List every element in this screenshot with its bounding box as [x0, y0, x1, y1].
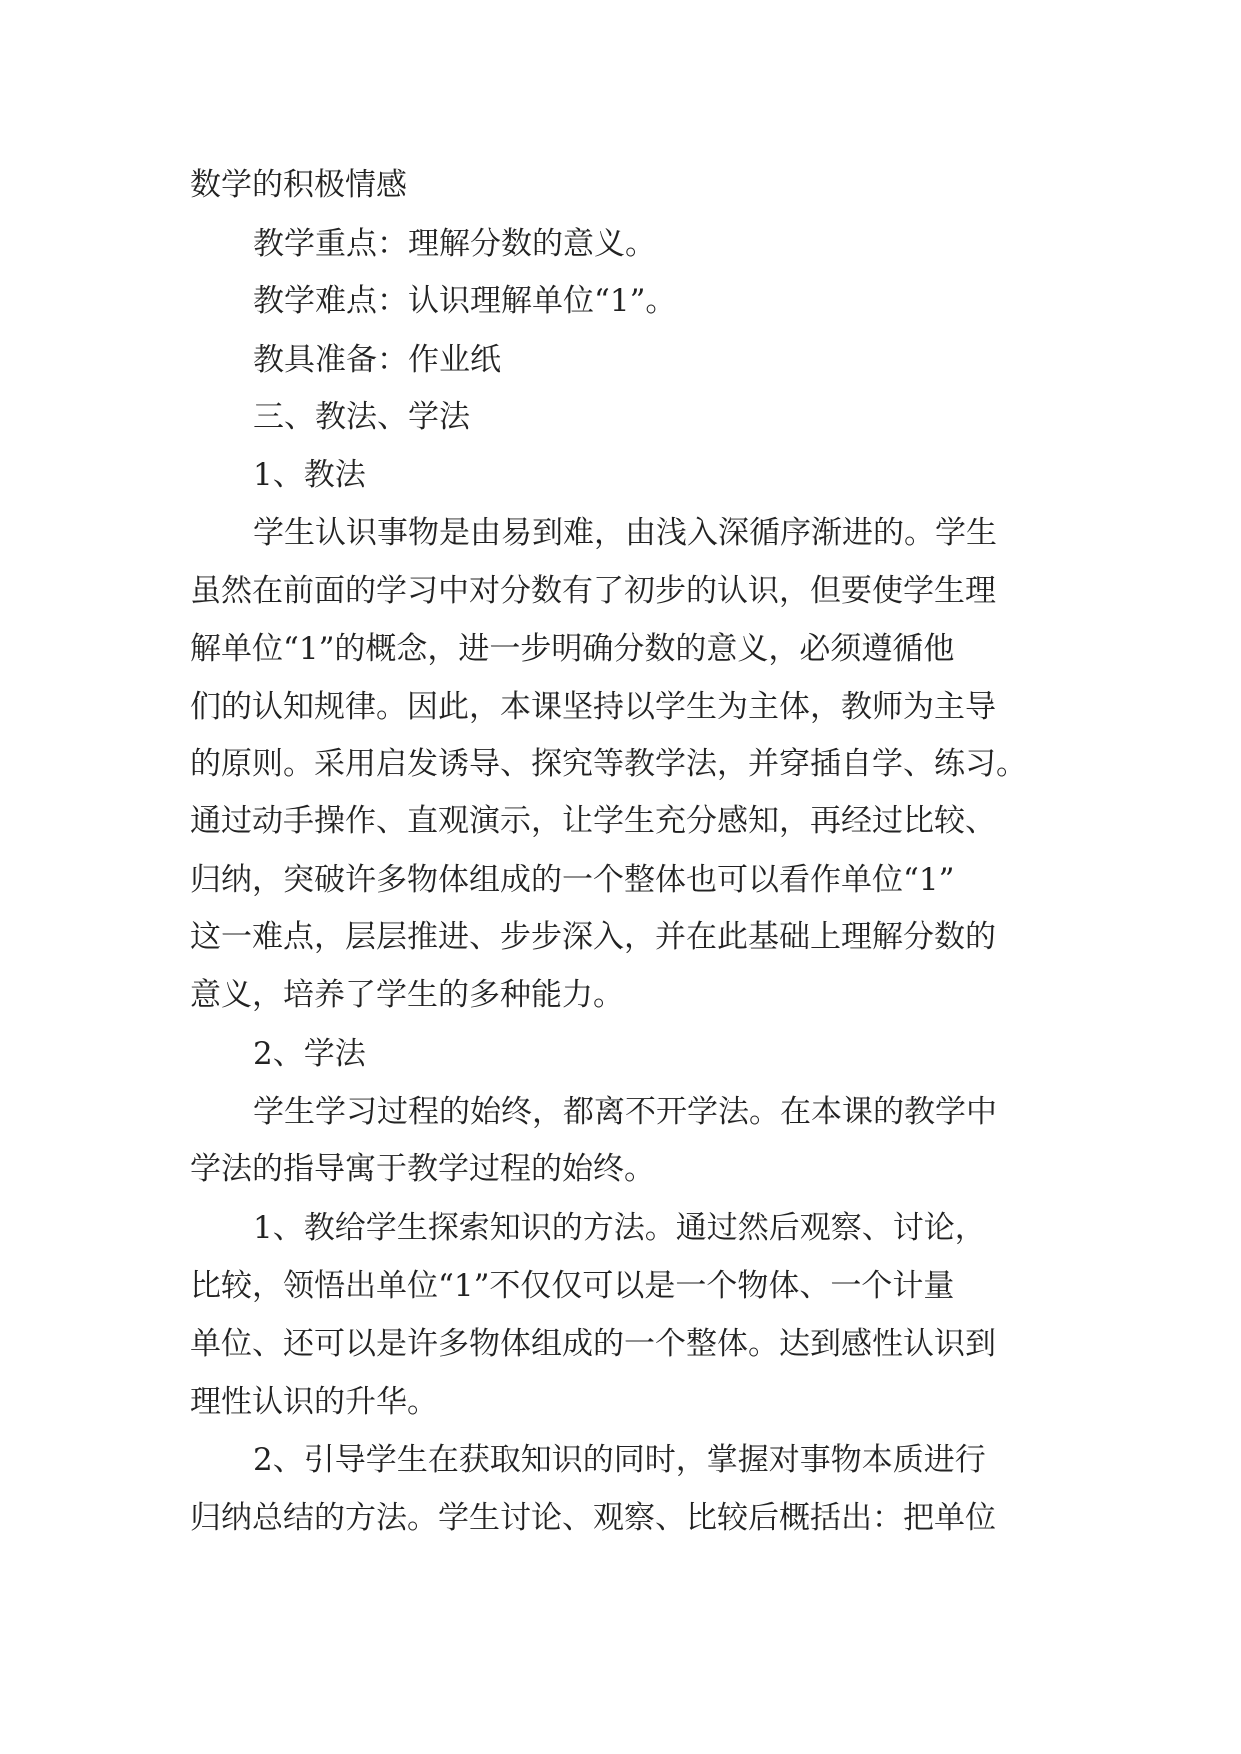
text-line: 的原则。采用启发诱导、探究等教学法，并穿插自学、练习。: [190, 746, 1027, 782]
text-line: 通过动手操作、直观演示，让学生充分感知，再经过比较、: [190, 803, 996, 839]
subsection-heading: 2、学法: [253, 1036, 366, 1072]
text-line: 们的认知规律。因此，本课坚持以学生为主体，教师为主导: [190, 689, 996, 725]
text-line: 数学的积极情感: [190, 167, 407, 203]
text-line: 学生认识事物是由易到难，由浅入深循序渐进的。学生: [253, 515, 997, 551]
text-line: 教学难点：认识理解单位“1”。: [253, 283, 677, 319]
text-line: 归纳总结的方法。学生讨论、观察、比较后概括出：把单位: [190, 1500, 996, 1536]
text-line: 学法的指导寓于教学过程的始终。: [190, 1151, 655, 1187]
text-line: 解单位“1”的概念，进一步明确分数的意义，必须遵循他: [190, 631, 955, 667]
text-line: 教学重点：理解分数的意义。: [253, 226, 656, 262]
text-line: 意义，培养了学生的多种能力。: [190, 977, 624, 1013]
text-line: 教具准备：作业纸: [253, 342, 501, 378]
text-line: 虽然在前面的学习中对分数有了初步的认识，但要使学生理: [190, 573, 996, 609]
text-line: 1、教给学生探索知识的方法。通过然后观察、讨论，: [253, 1210, 986, 1246]
text-line: 比较，领悟出单位“1”不仅仅可以是一个物体、一个计量: [190, 1268, 955, 1304]
text-line: 学生学习过程的始终，都离不开学法。在本课的教学中: [253, 1094, 997, 1130]
subsection-heading: 1、教法: [253, 457, 366, 493]
text-line: 理性认识的升华。: [190, 1384, 438, 1420]
text-line: 单位、还可以是许多物体组成的一个整体。达到感性认识到: [190, 1326, 996, 1362]
text-line: 2、引导学生在获取知识的同时，掌握对事物本质进行: [253, 1442, 986, 1478]
text-line: 这一难点，层层推进、步步深入，并在此基础上理解分数的: [190, 919, 996, 955]
text-line: 归纳，突破许多物体组成的一个整体也可以看作单位“1”: [190, 862, 955, 898]
section-heading: 三、教法、学法: [253, 399, 470, 435]
